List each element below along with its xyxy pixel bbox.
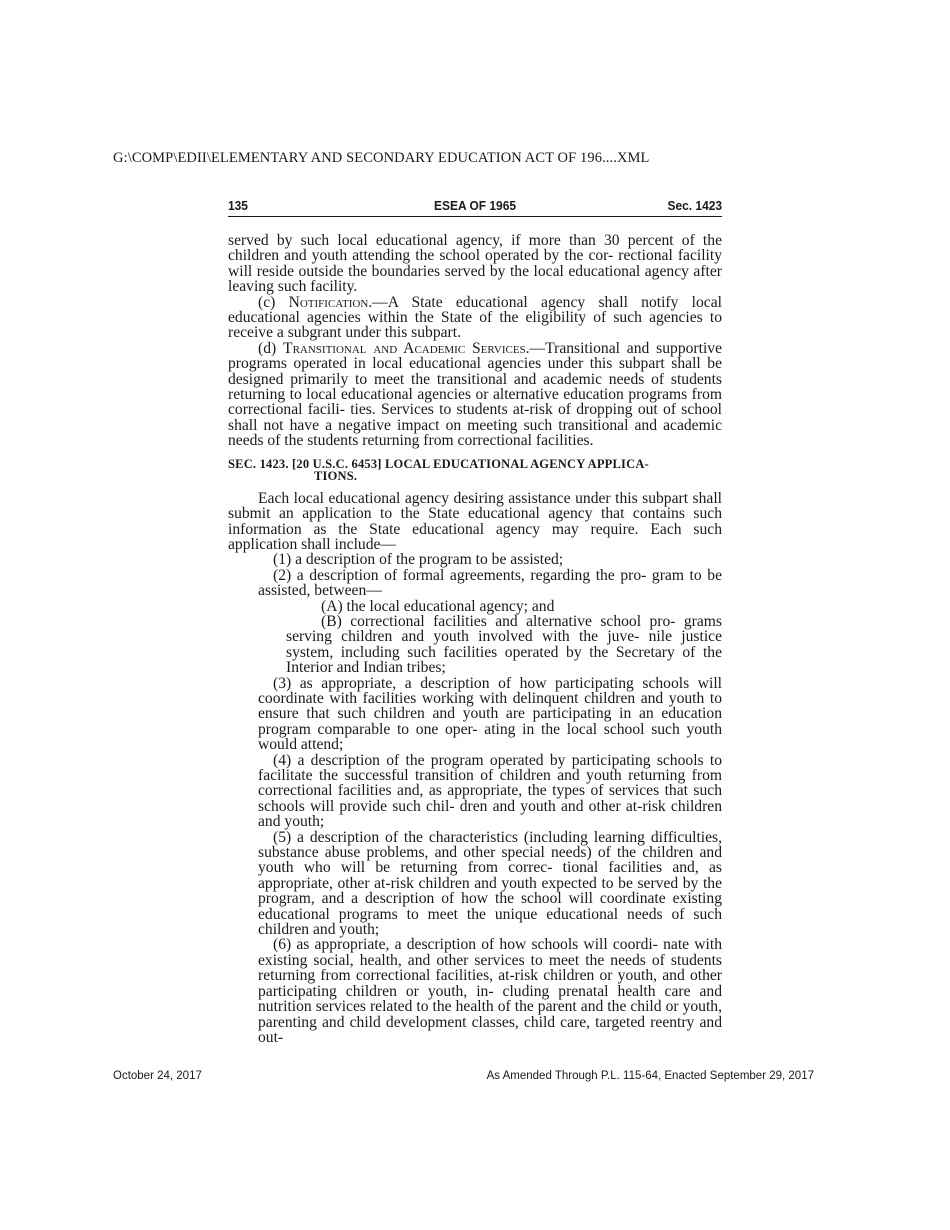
subsection-c-heading: Notification [288, 293, 369, 311]
document-page [228, 196, 722, 1045]
list-item-3: (3) as appropriate, a description of how participating schools will coordinate with facilities working with delinquent children and youth to ensure that such children and youth are participating in an education program comparable to one oper- ating in the local school such youth would attend; [258, 674, 722, 754]
subsection-c [228, 295, 722, 341]
list-item-6: (6) as appropriate, a description of how schools will coordi- nate with existing social, health, and other services to meet the needs of students returning from correctional facilities, at-risk children or youth, and other participating children or youth, in- cluding prenatal health care and nutrition services related to the health of the parent and the child or youth, parenting and child development classes, child care, targeted reentry and out- [258, 936, 722, 1046]
subsection-d [228, 341, 722, 449]
section-heading-line1: SEC. 1423. [20 U.S.C. 6453] LOCAL EDUCATIONAL AGENCY APPLICA- [228, 456, 649, 471]
list-item-2: (2) a description of formal agreements, regarding the pro- gram to be assisted, between— [258, 566, 722, 600]
section-intro: Each local educational agency desiring assistance under this subpart shall submit an application to the State educational agency that contains such information as the State educational agency may require. Each such application shall include— [228, 489, 722, 553]
subsection-d-heading: Transitional and Academic Services [283, 339, 526, 357]
subsection-d-label: (d) [258, 339, 284, 357]
list-item-4: (4) a description of the program operated by participating schools to facilitate the successful transition of children and youth returning from correctional facilities and, as appropriate, the types of services that such schools will provide such chil- dren and youth and other at-risk children and youth; [258, 751, 722, 831]
file-path-header: G:\COMP\EDII\ELEMENTARY AND SECONDARY EDUCATION ACT OF 196....XML [113, 150, 650, 166]
section-heading [228, 458, 722, 483]
continued-paragraph: served by such local educational agency, if more than 30 percent of the children and youth attending the school operated by the cor- rectional facility will reside outside the boundaries served by the local educational agency after leaving such facility. [228, 232, 722, 296]
subsection-c-label: (c) [258, 293, 289, 311]
list-item-5: (5) a description of the characteristics (including learning difficulties, substance abuse problems, and other special needs) of the children and youth who will be returning from correc- tional facilities and, as appropriate, other at-risk children and youth expected to be served by the program, and a description of how the school will coordinate existing educational programs to meet the unique educational needs of such children and youth; [258, 828, 722, 939]
footer-amended-note: As Amended Through P.L. 115-64, Enacted September 29, 2017 [486, 1070, 814, 1082]
footer-date: October 24, 2017 [113, 1070, 202, 1082]
list-item-2b: (B) correctional facilities and alternative school pro- grams serving children and youth involved with the juve- nile justice system, including such facilities operated by the Secretary of the Interior and Indian tribes; [286, 612, 722, 677]
document-body [228, 233, 722, 1045]
section-number: Sec. 1423 [667, 198, 723, 213]
act-title: ESEA OF 1965 [434, 198, 517, 213]
subsection-c-text: .—A State educational agency shall notify local educational agencies within the State of the eligibility of such agencies to receive a subgrant under this subpart. [228, 293, 722, 342]
section-heading-line2: TIONS. [314, 469, 358, 484]
page-number: 135 [228, 198, 248, 213]
list-item-1: (1) a description of the program to be assisted; [273, 551, 564, 569]
subsection-d-text: .—Transitional and supportive programs operated in local educational agencies under this subpart shall be designed primarily to meet the transitional and academic needs of students returning to local educational agencies or alternative education programs from correctional facili- ties. Services to students at-risk of dropping out of school shall not have a negative impact on meeting such transitional and academic needs of the students returning from correctional facilities. [228, 339, 722, 450]
running-head [228, 196, 722, 217]
list-item-2a: (A) the local educational agency; and [321, 597, 555, 615]
